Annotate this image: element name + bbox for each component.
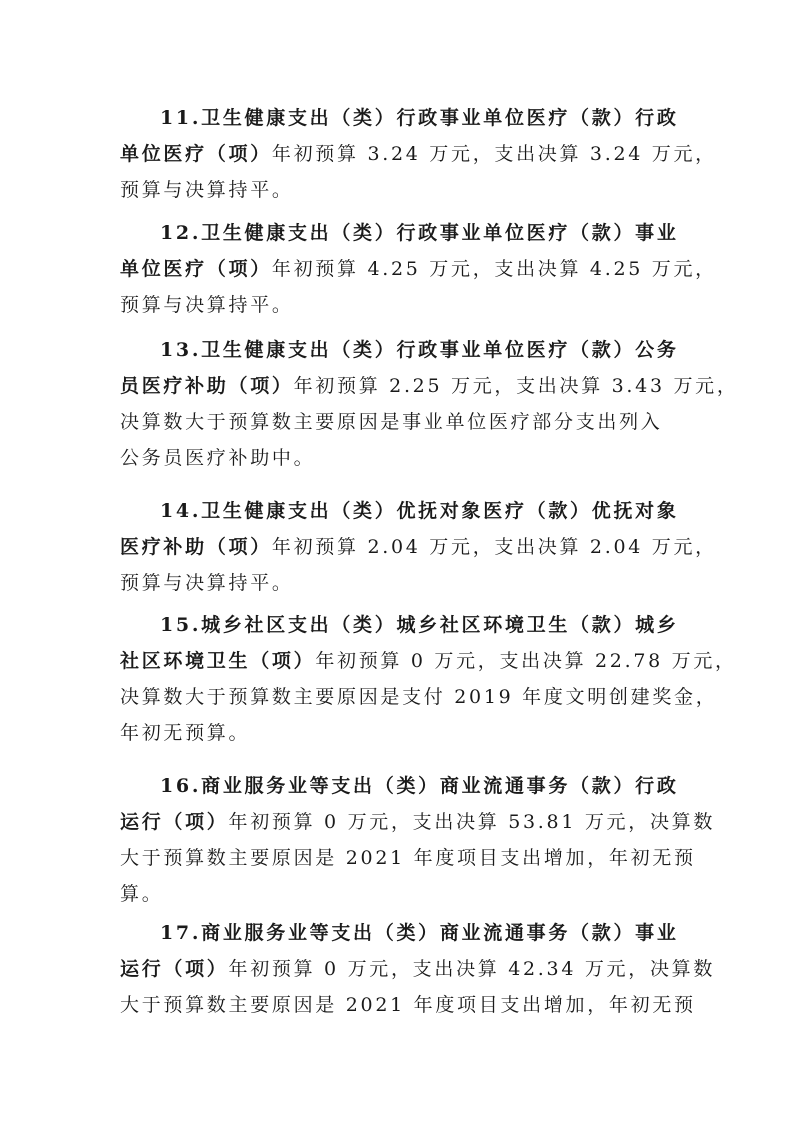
paragraph-item-1 (120, 100, 717, 208)
paragraph-item-5 (120, 607, 737, 751)
paragraph-line (120, 643, 737, 679)
paragraph-line (120, 987, 696, 1023)
paragraph-line (120, 768, 680, 804)
item-heading-text: 员医疗补助（项） (120, 375, 294, 397)
item-body-text: 年初预算 0 万元，支出决算 42.34 万元，决算数 (228, 958, 716, 980)
item-body-text: 决算数大于预算数主要原因是事业单位医疗部分支出列入 (120, 411, 663, 433)
item-heading-text: 社区环境卫生（项） (120, 650, 316, 672)
paragraph-line (120, 840, 696, 876)
item-heading-text: 16.商业服务业等支出（类）商业流通事务（款）行政 (160, 775, 679, 797)
paragraph-item-3 (120, 332, 739, 476)
item-body-text: 预算与决算持平。 (120, 179, 294, 201)
paragraph-item-2 (120, 215, 717, 323)
item-heading-text: 运行（项） (120, 958, 229, 980)
paragraph-line (120, 332, 680, 368)
paragraph-line (120, 715, 680, 751)
paragraph-item-7 (120, 915, 716, 1023)
paragraph-line (120, 368, 739, 404)
item-heading-text: 15.城乡社区支出（类）城乡社区环境卫生（款）城乡 (160, 614, 679, 636)
item-heading-text: 12.卫生健康支出（类）行政事业单位医疗（款）事业 (160, 222, 679, 244)
paragraph-line (120, 215, 680, 251)
paragraph-line (120, 287, 680, 323)
paragraph-line (120, 529, 717, 565)
paragraph-line (120, 493, 680, 529)
item-body-text: 年初预算 2.25 万元，支出决算 3.43 万元， (293, 375, 739, 397)
item-body-text: 年初预算 4.25 万元，支出决算 4.25 万元， (271, 258, 717, 280)
item-body-text: 预算与决算持平。 (120, 294, 294, 316)
item-body-text: 年初预算 3.24 万元，支出决算 3.24 万元， (271, 143, 717, 165)
paragraph-line (120, 804, 716, 840)
paragraph-line (120, 440, 680, 476)
item-heading-text: 单位医疗（项） (120, 258, 272, 280)
item-heading-text: 医疗补助（项） (120, 536, 272, 558)
item-body-text: 算。 (120, 883, 164, 905)
paragraph-line (120, 679, 718, 715)
paragraph-item-4 (120, 493, 717, 601)
item-body-text: 年初预算 0 万元，支出决算 22.78 万元， (315, 650, 737, 672)
item-heading-text: 13.卫生健康支出（类）行政事业单位医疗（款）公务 (160, 339, 679, 361)
paragraph-line (120, 876, 680, 912)
paragraph-line (120, 565, 680, 601)
item-heading-text: 11.卫生健康支出（类）行政事业单位医疗（款）行政 (160, 107, 679, 129)
item-heading-text: 14.卫生健康支出（类）优抚对象医疗（款）优抚对象 (160, 500, 679, 522)
item-body-text: 决算数大于预算数主要原因是支付 2019 年度文明创建奖金， (120, 686, 718, 708)
paragraph-line (120, 172, 680, 208)
paragraph-line (120, 100, 680, 136)
item-heading-text: 17.商业服务业等支出（类）商业流通事务（款）事业 (160, 922, 679, 944)
paragraph-line (120, 136, 717, 172)
paragraph-line (120, 404, 680, 440)
item-body-text: 预算与决算持平。 (120, 572, 294, 594)
item-body-text: 公务员医疗补助中。 (120, 447, 316, 469)
paragraph-line (120, 607, 680, 643)
item-body-text: 大于预算数主要原因是 2021 年度项目支出增加，年初无预 (120, 994, 696, 1016)
item-heading-text: 单位医疗（项） (120, 143, 272, 165)
paragraph-line (120, 915, 680, 951)
item-body-text: 年初无预算。 (120, 722, 251, 744)
paragraph-line (120, 251, 717, 287)
paragraph-item-6 (120, 768, 716, 912)
item-heading-text: 运行（项） (120, 811, 229, 833)
paragraph-line (120, 951, 716, 987)
item-body-text: 年初预算 0 万元，支出决算 53.81 万元，决算数 (228, 811, 716, 833)
item-body-text: 年初预算 2.04 万元，支出决算 2.04 万元， (271, 536, 717, 558)
item-body-text: 大于预算数主要原因是 2021 年度项目支出增加，年初无预 (120, 847, 696, 869)
